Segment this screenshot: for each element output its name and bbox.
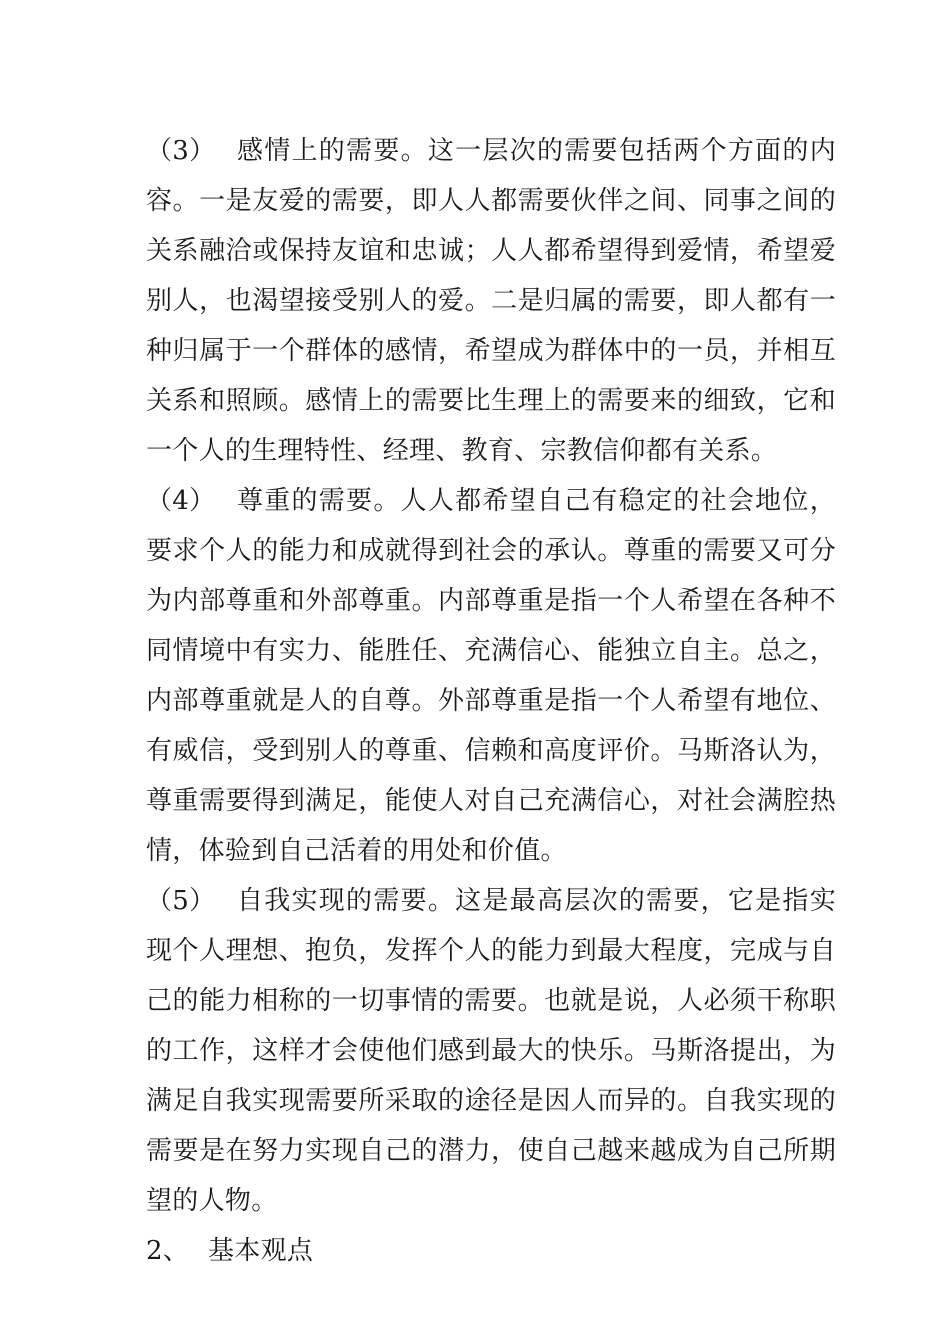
paragraph-text: 尊重的需要。人人都希望自己有稳定的社会地位，要求个人的能力和成就得到社会的承认。尊重的需要又可分为内部尊重和外部尊重。内部尊重是指一个人希望在各种不同情境中有实力、能胜任、充满信心、能独立自主。总之，内部尊重就是人的自尊。外部尊重是指一个人希望有地位、有威信，受到别人的尊重、信赖和高度评价。马斯洛认为，尊重需要得到满足，能使人对自己充满信心，对社会满腔热情，体验到自己活着的用处和价值。 — [146, 486, 836, 866]
paragraph-number: （3） — [146, 136, 216, 166]
document-page — [146, 126, 836, 1276]
paragraph-3 — [146, 126, 836, 476]
heading-number: 2、 — [146, 1236, 190, 1266]
paragraph-text: 自我实现的需要。这是最高层次的需要，它是指实现个人理想、抱负，发挥个人的能力到最大程度，完成与自己的能力相称的一切事情的需要。也就是说，人必须干称职的工作，这样才会使他们感到最大的快乐。马斯洛提出，为满足自我实现需要所采取的途径是因人而异的。自我实现的需要是在努力实现自己的潜力，使自己越来越成为自己所期望的人物。 — [146, 886, 836, 1216]
paragraph-number: （5） — [146, 886, 216, 916]
heading-text: 基本观点 — [208, 1236, 314, 1266]
section-heading — [146, 1226, 836, 1276]
paragraph-text: 感情上的需要。这一层次的需要包括两个方面的内容。一是友爱的需要，即人人都需要伙伴之间、同事之间的关系融洽或保持友谊和忠诚；人人都希望得到爱情，希望爱别人，也渴望接受别人的爱。二是归属的需要，即人都有一种归属于一个群体的感情，希望成为群体中的一员，并相互关系和照顾。感情上的需要比生理上的需要来的细致，它和一个人的生理特性、经理、教育、宗教信仰都有关系。 — [146, 136, 836, 466]
paragraph-number: （4） — [146, 486, 216, 516]
paragraph-4 — [146, 476, 836, 876]
paragraph-5 — [146, 876, 836, 1226]
